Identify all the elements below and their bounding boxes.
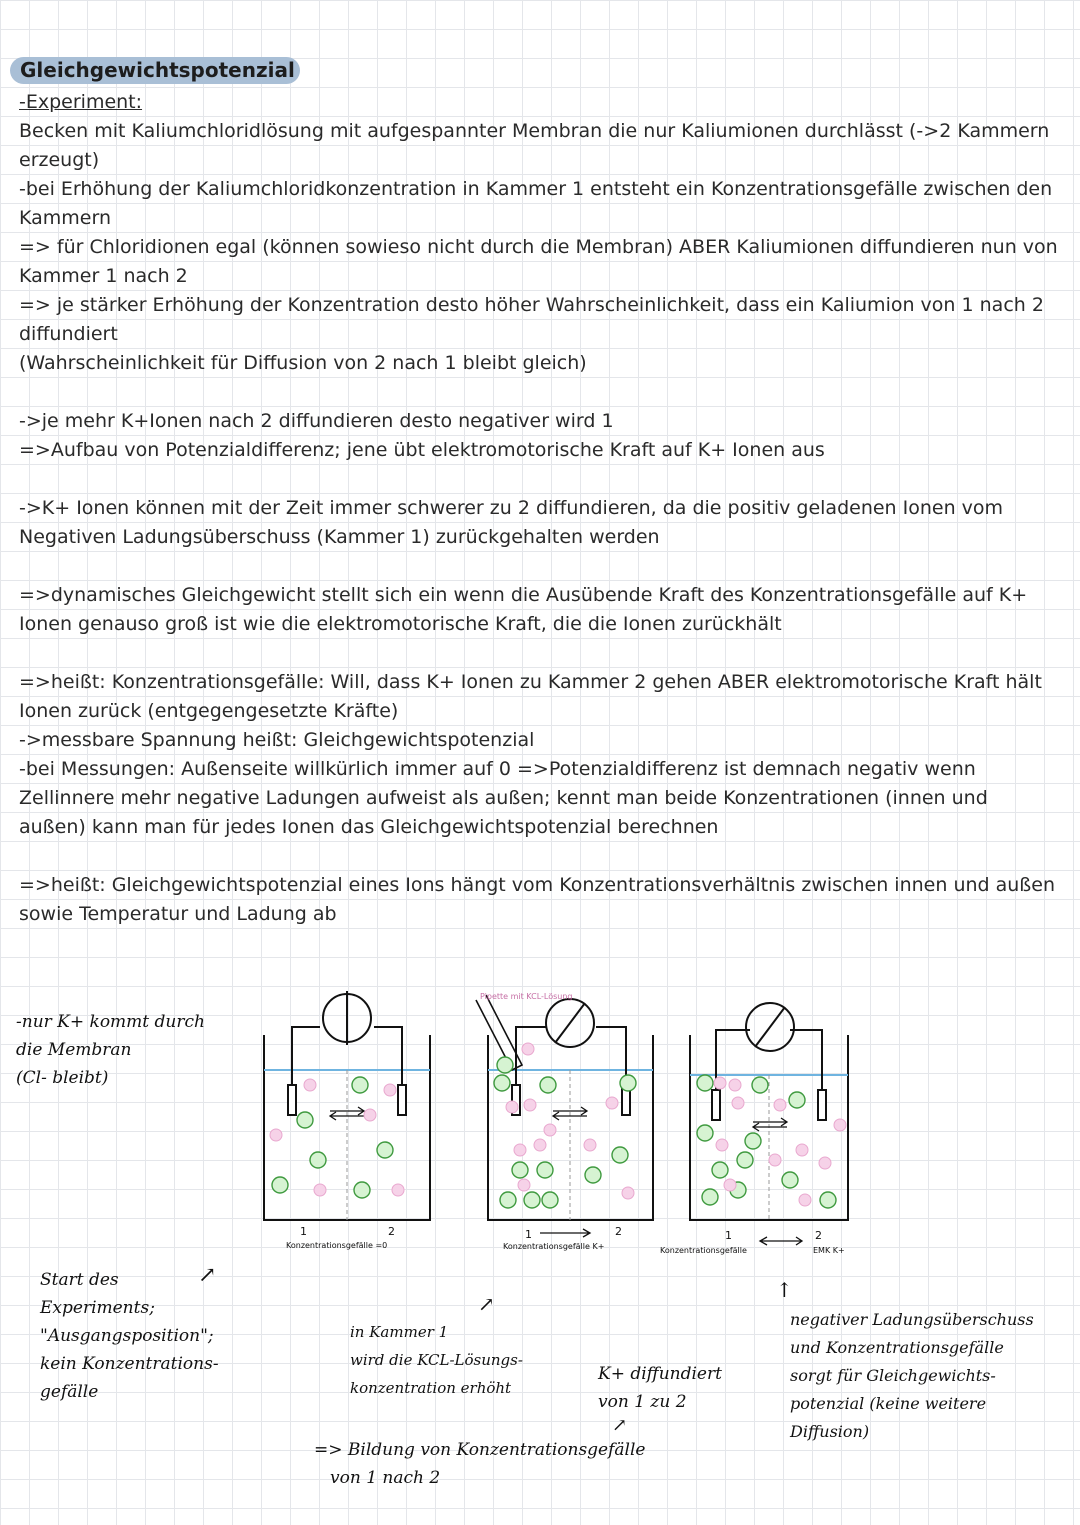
caption-emk: EMK K+	[813, 1246, 845, 1255]
paragraph-potential-difference: =>Aufbau von Potenzialdifferenz; jene übt elektromotorische Kraft auf K+ Ionen aus	[19, 439, 825, 461]
chamber-1-label-a: 1	[300, 1225, 307, 1238]
paragraph-equilibrium: =>dynamisches Gleichgewicht stellt sich ein wenn die Ausübende Kraft des Konzentrationsgefälle auf K+ Ionen genauso groß ist wie die elektromotorische Kraft, die die Ionen zurückhält	[19, 584, 1028, 635]
chamber-1-label-b: 1	[525, 1228, 532, 1241]
section-heading-experiment: -Experiment:	[19, 91, 143, 113]
pipette-label: Pipette mit KCL-Lösung	[480, 992, 573, 1001]
paragraph-harder-diffusion: ->K+ Ionen können mit der Zeit immer schwerer zu 2 diffundieren, da die positiv geladenen Ionen vom Negativen Ladungsüberschuss (Kammer 1) zurückgehalten werden	[19, 497, 1004, 548]
caption-beaker-1: Konzentrationsgefälle =0	[286, 1241, 388, 1250]
note-gradient-formation: => Bildung von Konzentrationsgefälle von 1 nach 2	[314, 1440, 646, 1488]
chamber-1-label-c: 1	[725, 1229, 732, 1242]
note-kcl-increase: in Kammer 1 wird die KCL-Lösungs- konzentration erhöht	[350, 1323, 523, 1397]
paragraph-measurement: -bei Messungen: Außenseite willkürlich immer auf 0 =>Potenzialdifferenz ist demnach negativ wenn Zellinnere mehr negative Ladungen aufweist als außen; kennt man beide Konzentrationen (innen und außen) kann man für jedes Ionen das Gleichgewichtspotenzial berechnen	[19, 758, 988, 838]
paragraph-summary: =>heißt: Gleichgewichtspotenzial eines Ions hängt vom Konzentrationsverhältnis zwischen innen und außen sowie Temperatur und Ladung ab	[19, 874, 1056, 925]
chamber-2-label-b: 2	[615, 1225, 622, 1238]
paragraph-increase: -bei Erhöhung der Kaliumchloridkonzentration in Kammer 1 entsteht ein Konzentrationsgefälle zwischen den Kammern	[19, 178, 1053, 229]
arrow-up-right-icon: ↗	[198, 1263, 217, 1288]
paragraph-probability-note: (Wahrscheinlichkeit für Diffusion von 2 nach 1 bleibt gleich)	[19, 352, 587, 374]
paragraph-forces: =>heißt: Konzentrationsgefälle: Will, dass K+ Ionen zu Kammer 2 gehen ABER elektromotorische Kraft hält Ionen zurück (entgegengesetzte Kräfte)	[19, 671, 1042, 722]
arrow-up-icon: ↑	[776, 1278, 793, 1302]
page-title: Gleichgewichtspotenzial	[10, 57, 300, 84]
note-k-diffusion: K+ diffundiert von 1 zu 2	[598, 1364, 722, 1412]
paragraph-chloride: => für Chloridionen egal (können sowieso nicht durch die Membran) ABER Kaliumionen diffundieren nun von Kammer 1 nach 2	[19, 236, 1058, 287]
arrow-up-right-icon-3: ↗	[612, 1415, 628, 1436]
paragraph-probability: => je stärker Erhöhung der Konzentration desto höher Wahrscheinlichkeit, dass ein Kaliumion von 1 nach 2 diffundiert	[19, 294, 1044, 345]
note-membrane: -nur K+ kommt durch die Membran (Cl- bleibt)	[16, 1012, 205, 1088]
experiment-diagram	[250, 985, 870, 1260]
note-start: Start des Experiments; "Ausgangsposition"; kein Konzentrations- gefälle	[40, 1270, 219, 1402]
chamber-2-label-c: 2	[815, 1229, 822, 1242]
body-text	[19, 88, 1059, 929]
note-equilibrium: negativer Ladungsüberschuss und Konzentrationsgefälle sorgt für Gleichgewichts- potenzial (keine weitere Diffusion)	[790, 1310, 1034, 1441]
caption-beaker-2: Konzentrationsgefälle K+	[503, 1242, 605, 1251]
paragraph-negative: ->je mehr K+Ionen nach 2 diffundieren desto negativer wird 1	[19, 410, 614, 432]
chamber-2-label-a: 2	[388, 1225, 395, 1238]
paragraph-setup: Becken mit Kaliumchloridlösung mit aufgespannter Membran die nur Kaliumionen durchlässt (->2 Kammern erzeugt)	[19, 120, 1050, 171]
paragraph-voltage: ->messbare Spannung heißt: Gleichgewichtspotenzial	[19, 729, 535, 751]
arrow-up-right-icon-2: ↗	[478, 1292, 495, 1316]
caption-beaker-3: Konzentrationsgefälle	[660, 1246, 747, 1255]
